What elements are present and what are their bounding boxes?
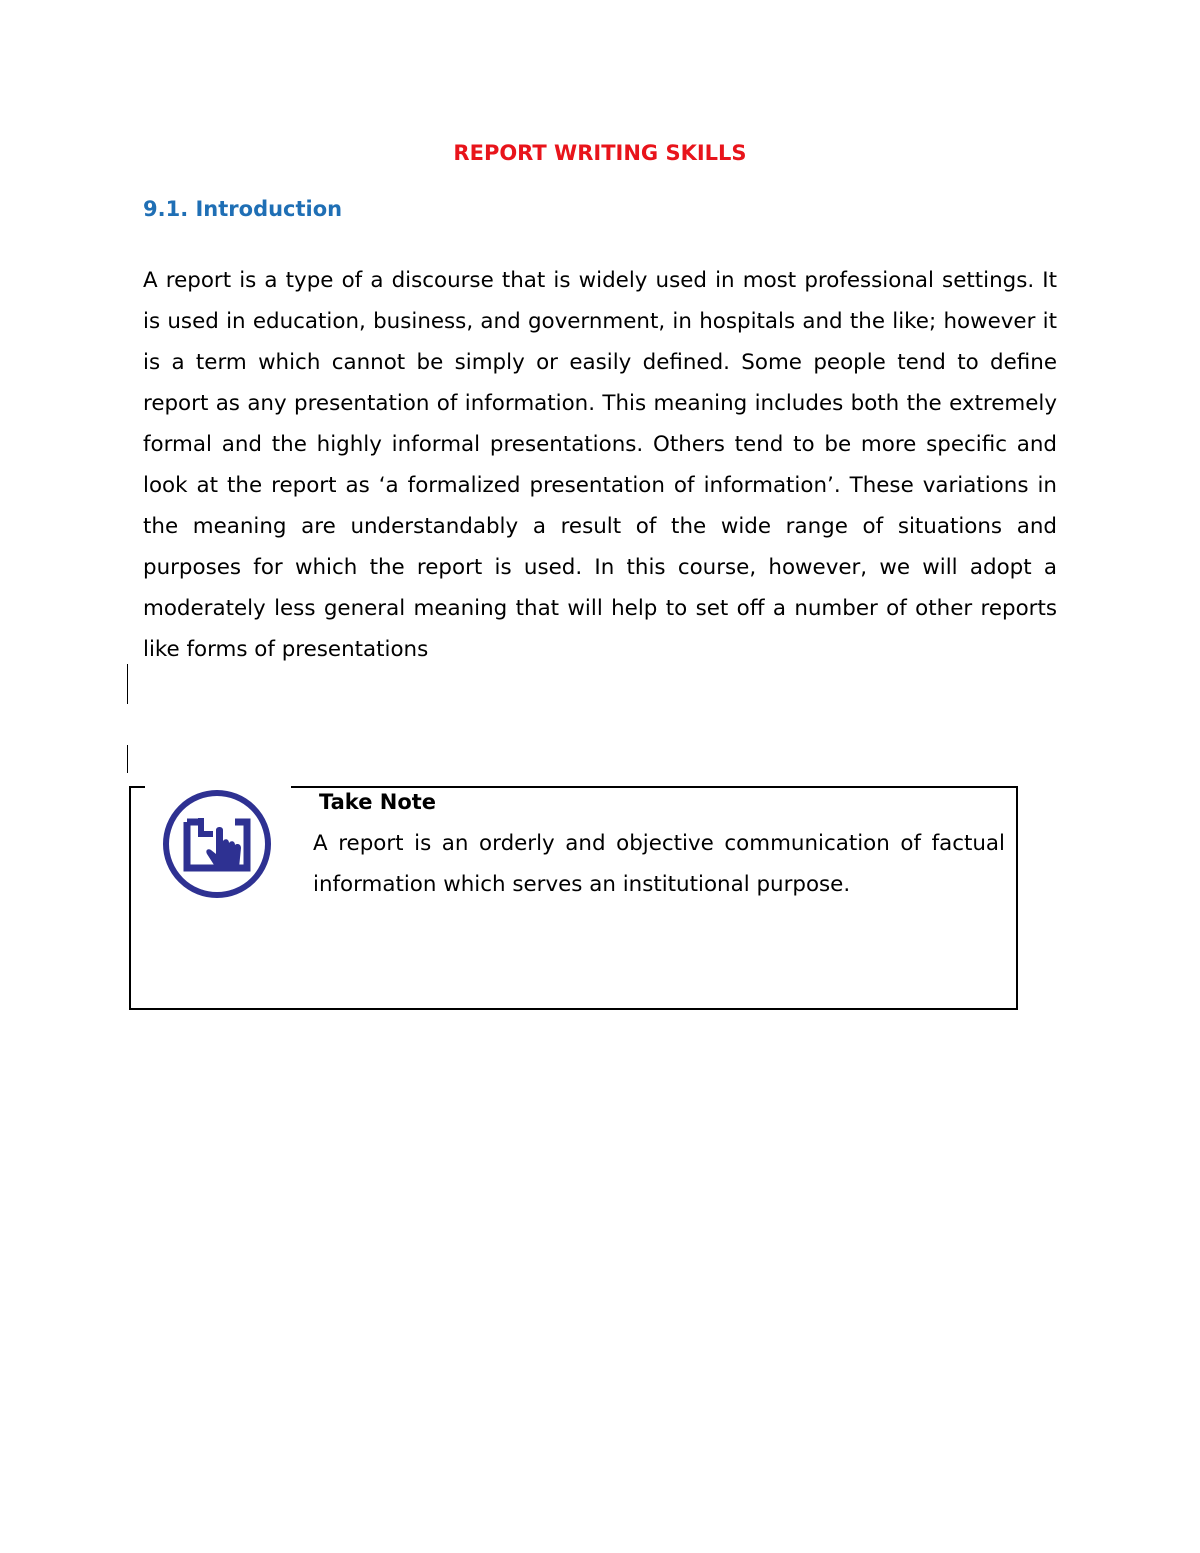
take-note-title: Take Note [319, 790, 437, 814]
touch-screen-icon [161, 788, 273, 900]
page-title: REPORT WRITING SKILLS [453, 141, 747, 165]
change-bar [127, 664, 128, 704]
change-bar [127, 745, 128, 773]
take-note-box [129, 786, 1018, 1010]
section-heading: 9.1. Introduction [143, 197, 343, 221]
intro-paragraph: A report is a type of a discourse that is widely used in most professional settings. It is used in education, business, and government, in hospitals and the like; however it is a term which cannot be simply or easily defined. Some people tend to define report as any presentation of information. This meaning includes both the extremely formal and the highly informal presentations. Others tend to be more specific and look at the report as ‘a formalized presentation of information’. These variations in the meaning are understandably a result of the wide range of situations and purposes for which the report is used. In this course, however, we will adopt a moderately less general meaning that will help to set off a number of other reports like forms of presentations [143, 268, 1057, 662]
take-note-text: A report is an orderly and objective communication of factual information which serves an institutional purpose. [313, 831, 1005, 897]
